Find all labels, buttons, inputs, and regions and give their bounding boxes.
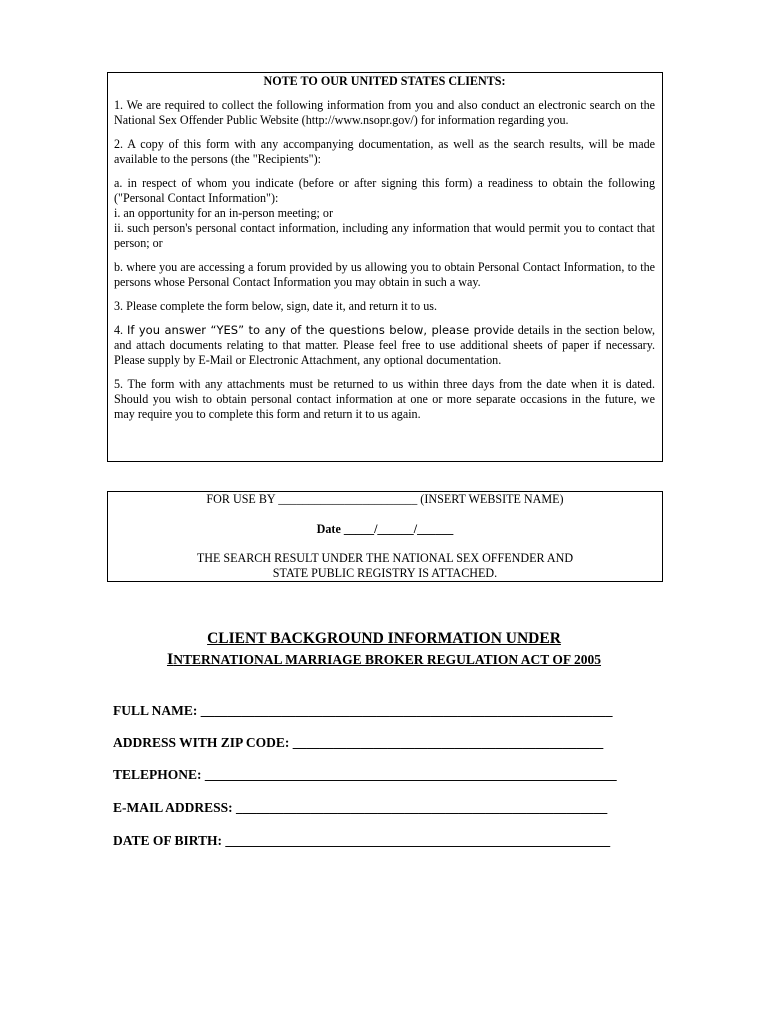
website-use-line: FOR USE BY _______________________ (INSERT WEBSITE NAME)	[206, 492, 564, 506]
search-result-line-1: THE SEARCH RESULT UNDER THE NATIONAL SEX OFFENDER AND	[196, 551, 574, 565]
notice-paragraph-4-sans-text: If you answer “YES” to any of the questions below, please provi	[126, 323, 503, 337]
notice-paragraph-2: 2. A copy of this form with any accompanying documentation, as well as the search results, will be made available to the persons (the "Recipients"):	[114, 137, 655, 166]
address-field[interactable]: ADDRESS WITH ZIP CODE: ______________________________________________	[113, 735, 604, 750]
notice-paragraph-5: 5. The form with any attachments must be returned to us within three days from the date when it is dated. Should you wish to obtain personal contact information at one or more separate occasions in the future, we may require you to complete this form and return it to us again.	[114, 377, 655, 421]
form-heading-line-2	[0, 650, 768, 670]
date-of-birth-field[interactable]: DATE OF BIRTH: _________________________________________________________	[113, 833, 611, 848]
website-use-box	[107, 491, 663, 582]
date-line: Date _____/______/______	[316, 522, 454, 536]
form-heading	[0, 629, 768, 670]
notice-paragraph-4	[114, 323, 655, 368]
email-field[interactable]: E-MAIL ADDRESS: _______________________________________________________	[113, 800, 608, 815]
form-heading-line-2-text: NTERNATIONAL MARRIAGE BROKER REGULATION ACT OF 2005	[173, 652, 602, 667]
full-name-field[interactable]: FULL NAME: _____________________________________________________________	[113, 703, 613, 718]
telephone-field[interactable]: TELEPHONE: _____________________________________________________________	[113, 767, 617, 782]
form-heading-line-1: CLIENT BACKGROUND INFORMATION UNDER	[207, 630, 561, 647]
notice-box	[107, 72, 663, 462]
notice-paragraph-2a: a. in respect of whom you indicate (before or after signing this form) a readiness to obtain the following ("Personal Contact Information"):	[114, 176, 655, 205]
form-heading-initial: I	[166, 651, 174, 668]
notice-title: NOTE TO OUR UNITED STATES CLIENTS:	[263, 74, 506, 88]
notice-paragraph-1: 1. We are required to collect the following information from you and also conduct an electronic search on the National Sex Offender Public Website (http://www.nsopr.gov/) for information regarding you.	[114, 98, 655, 127]
notice-paragraph-2b: b. where you are accessing a forum provided by us allowing you to obtain Personal Contact Information, to the persons whose Personal Contact Information you may obtain in such a way.	[114, 260, 655, 289]
notice-paragraph-4-number: 4.	[114, 323, 127, 337]
notice-paragraph-3: 3. Please complete the form below, sign, date it, and return it to us.	[114, 299, 437, 313]
search-result-line-2: STATE PUBLIC REGISTRY IS ATTACHED.	[272, 566, 498, 580]
notice-item-ii: ii. such person's personal contact information, including any information that would permit you to contact that person; or	[114, 221, 655, 250]
notice-paragraph-4-text: de details in the section below, and attach documents relating to that matter. Please feel free to use additional sheets of paper if necessary. Please supply by E-Mail or Electronic Attachment, any optional documentation.	[114, 323, 655, 367]
notice-item-i: i. an opportunity for an in-person meeting; or	[114, 206, 333, 220]
